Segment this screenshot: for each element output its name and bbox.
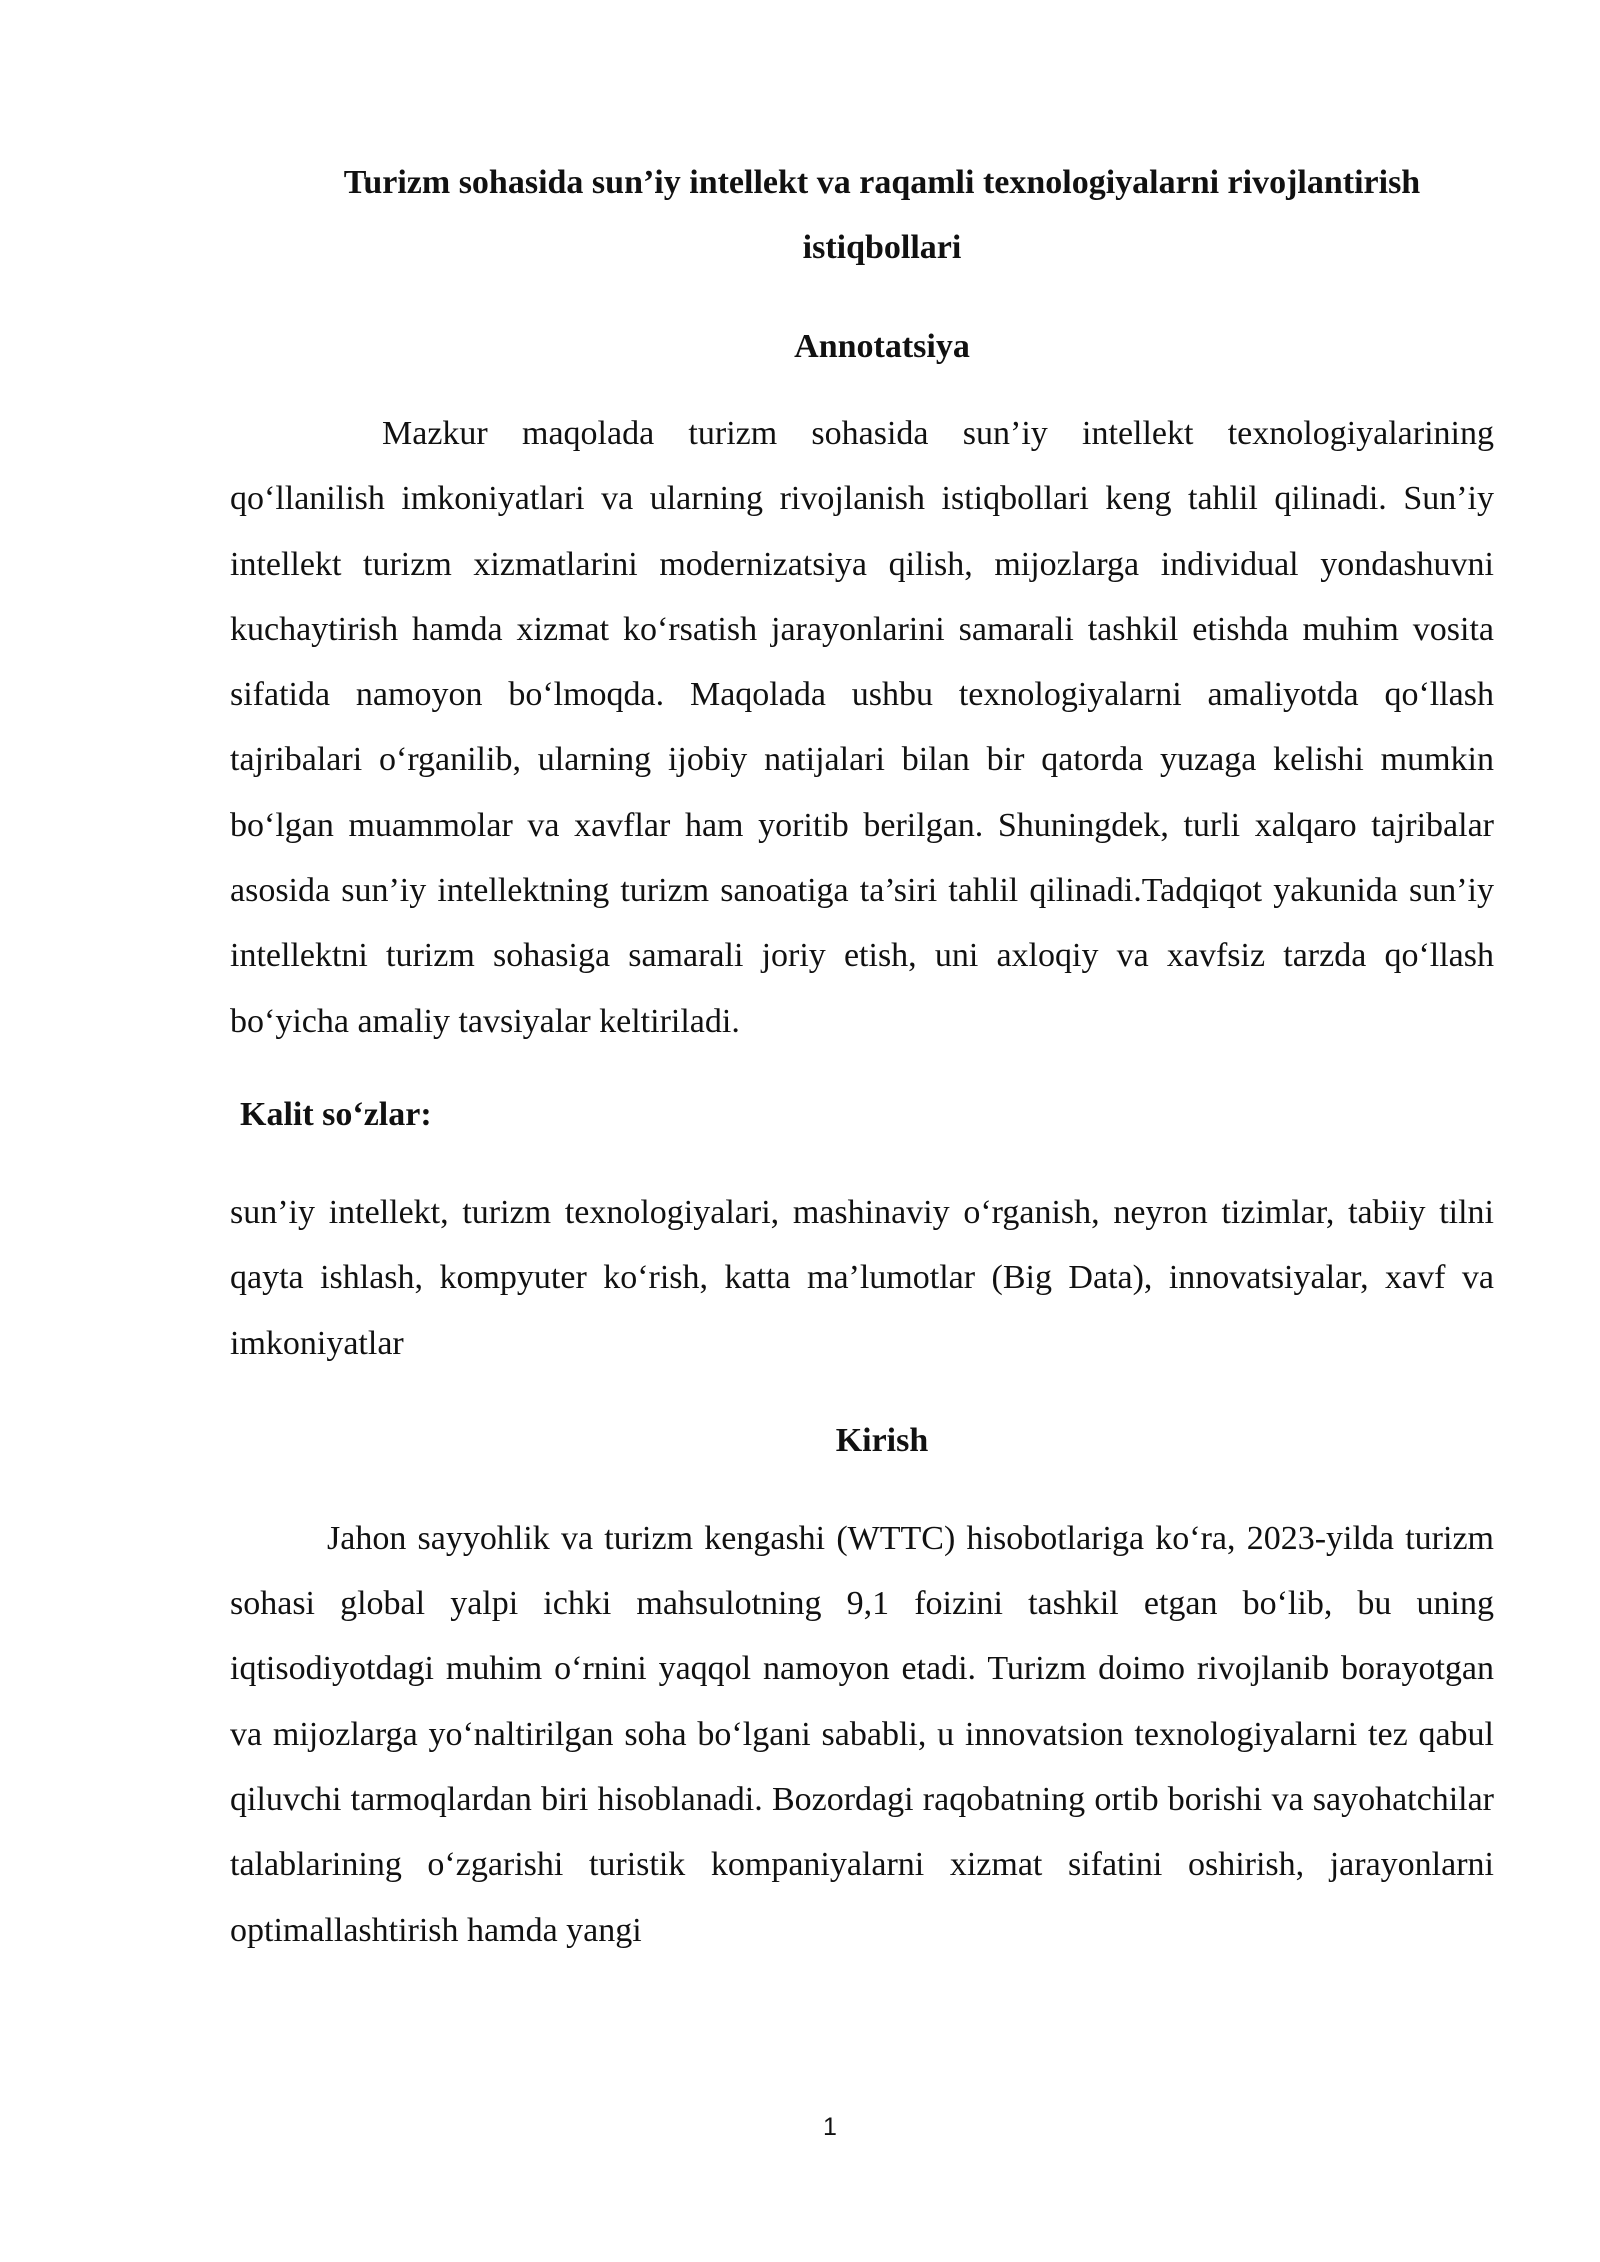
page-number: 1: [823, 2113, 837, 2141]
abstract-paragraph: Mazkur maqolada turizm sohasida sun’iy intellekt texnologiyalarining qo‘llanilish imkoniyatlari va ularning rivojlanish istiqbollari keng tahlil qilinadi. Sun’iy intellekt turizm xizmatlarini modernizatsiya qilish, mijozlarga individual yondashuvni kuchaytirish hamda xizmat ko‘rsatish jarayonlarini samarali tashkil etishda muhim vosita sifatida namoyon bo‘lmoqda. Maqolada ushbu texnologiyalarni amaliyotda qo‘llash tajribalari o‘rganilib, ularning ijobiy natijalari bilan bir qatorda yuzaga kelishi mumkin bo‘lgan muammolar va xavflar ham yoritib berilgan. Shuningdek, turli xalqaro tajribalar asosida sun’iy intellektning turizm sanoatiga ta’siri tahlil qilinadi.Tadqiqot yakunida sun’iy intellektni turizm sohasiga samarali joriy etish, uni axloqiy va xavfsiz tarzda qo‘llash bo‘yicha amaliy tavsiyalar keltiriladi.: [230, 415, 1494, 1040]
keywords-paragraph: sun’iy intellekt, turizm texnologiyalari, mashinaviy o‘rganish, neyron tizimlar, tabiiy tilni qayta ishlash, kompyuter ko‘rish, katta ma’lumotlar (Big Data), innovatsiyalar, xavf va imkoniyatlar: [230, 1193, 1494, 1362]
introduction-heading: Kirish: [835, 1421, 929, 1459]
introduction-paragraph: Jahon sayyohlik va turizm kengashi (WTTC) hisobotlariga ko‘ra, 2023-yilda turizm sohasi global yalpi ichki mahsulotning 9,1 foizini tashkil etgan bo‘lib, bu uning iqtisodiyotdagi muhim o‘rnini yaqqol namoyon etadi. Turizm doimo rivojlanib borayotgan va mijozlarga yo‘naltirilgan soha bo‘lgani sababli, u innovatsion texnologiyalarni tez qabul qiluvchi tarmoqlardan biri hisoblanadi. Bozordagi raqobatning ortib borishi va sayohatchilar talablarining o‘zgarishi turistik kompaniyalarni xizmat sifatini oshirish, jarayonlarni optimallashtirish hamda yangi: [230, 1519, 1494, 1949]
document-title: Turizm sohasida sun’iy intellekt va raqamli texnologiyalarni rivojlantirish istiqbollari: [343, 164, 1421, 266]
keywords-heading: Kalit so‘zlar:: [240, 1095, 432, 1133]
abstract-heading: Annotatsiya: [794, 328, 970, 365]
document-page: [230, 150, 1494, 1963]
